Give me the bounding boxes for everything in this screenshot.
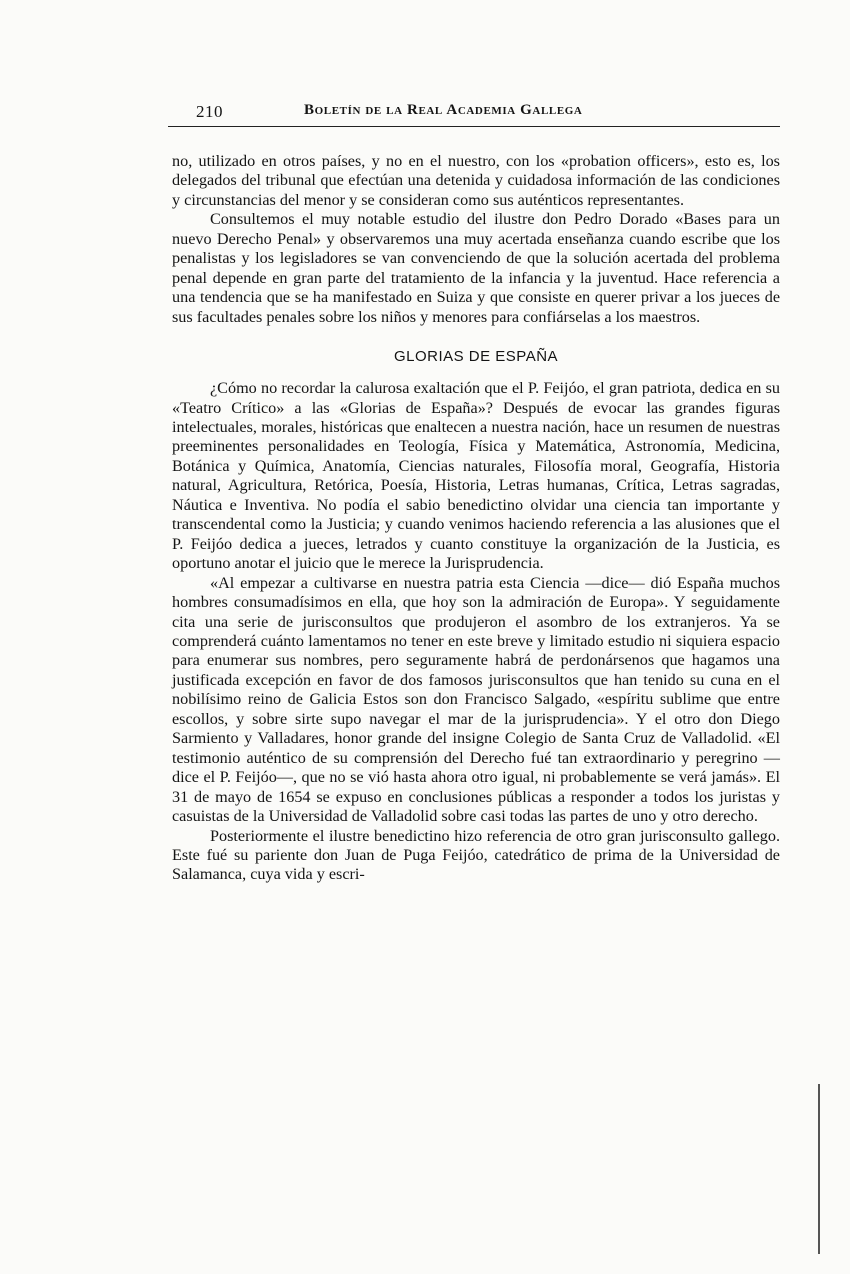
scan-edge-mark xyxy=(818,1084,820,1254)
section-heading: GLORIAS DE ESPAÑA xyxy=(393,348,559,366)
body-text xyxy=(172,152,780,885)
paragraph-probation-officers: no, utilizado en otros países, y no en el nuestro, con los «probation officers», esto es, los delegados del tribunal que efectúan una detenida y cuidadosa información de las condiciones y circunstancias del menor y se consideran como sus auténticos representantes. xyxy=(172,152,780,209)
paragraph-dorado: Consultemos el muy notable estudio del ilustre don Pedro Dorado «Bases para un nuevo Derecho Penal» y observaremos una muy acertada enseñanza cuando escribe que los penalistas y los legisladores se van convenciendo de que la solución acertada del problema penal depende en gran parte del tratamiento de la infancia y la juventud. Hace referencia a una tendencia que se ha manifestado en Suiza y que consiste en querer privar a los jueces de sus facultades penales sobre los niños y menores para confiárselas a los maestros. xyxy=(172,210,780,326)
paragraph-feijoo-glorias: ¿Cómo no recordar la calurosa exaltación que el P. Feijóo, el gran patriota, dedica en su «Teatro Crítico» a las «Glorias de España»? Después de evocar las grandes figuras intelectuales, morales, históricas que enaltecen a nuestra nación, hace un resumen de nuestras preeminentes personalidades en Teología, Física y Matemática, Astronomía, Medicina, Botánica y Química, Anatomía, Ciencias naturales, Filosofía moral, Geografía, Historia natural, Agricultura, Retórica, Poesía, Historia, Letras humanas, Crítica, Letras sagradas, Náutica e Inventiva. No podía el sabio benedictino olvidar una ciencia tan importante y transcendental como la Justicia; y cuando venimos haciendo referencia a las alusiones que el P. Feijóo dedica a jueces, letrados y cuanto constituye la organización de la Justicia, es oportuno anotar el juicio que le merece la Jurisprudencia. xyxy=(172,379,780,573)
page-number: 210 xyxy=(196,102,223,121)
header-divider xyxy=(168,126,780,127)
paragraph-puga-feijoo: Posteriormente el ilustre benedictino hizo referencia de otro gran jurisconsulto gallego. Este fué su pariente don Juan de Puga Feijóo, catedrático de prima de la Universidad de Salamanca, cuya vida y escri- xyxy=(172,826,780,884)
running-head: Boletín de la Real Academia Gallega xyxy=(304,102,583,118)
paragraph-jurisconsultos: «Al empezar a cultivarse en nuestra patria esta Ciencia —dice— dió España muchos hombres consumadísimos en ella, que hoy son la admiración de Europa». Y seguidamente cita una serie de jurisconsultos que produjeron el asombro de los extranjeros. Ya se comprenderá cuánto lamentamos no tener en este breve y limitado estudio ni siquiera espacio para enumerar sus nombres, pero seguramente habrá de perdonársenos que hagamos una justificada excepción en favor de dos famosos jurisconsultos que han tenido su cuna en el nobilísimo reino de Galicia Estos son don Francisco Salgado, «espíritu sublime que entre escollos, y sobre sirte supo navegar el mar de la jurisprudencia». Y el otro don Diego Sarmiento y Valladares, honor grande del insigne Colegio de Santa Cruz de Valladolid. «El testimonio auténtico de su comprensión del Derecho fué tan extraordinario y peregrino —dice el P. Feijóo—, que no se vió hasta ahora otro igual, ni probablemente se verá jamás». El 31 de mayo de 1654 se expuso en conclusiones públicas a responder a todos los juristas y casuistas de la Universidad de Valladolid sobre casi todas las partes de uno y otro derecho. xyxy=(172,573,780,826)
page-header xyxy=(196,98,782,126)
